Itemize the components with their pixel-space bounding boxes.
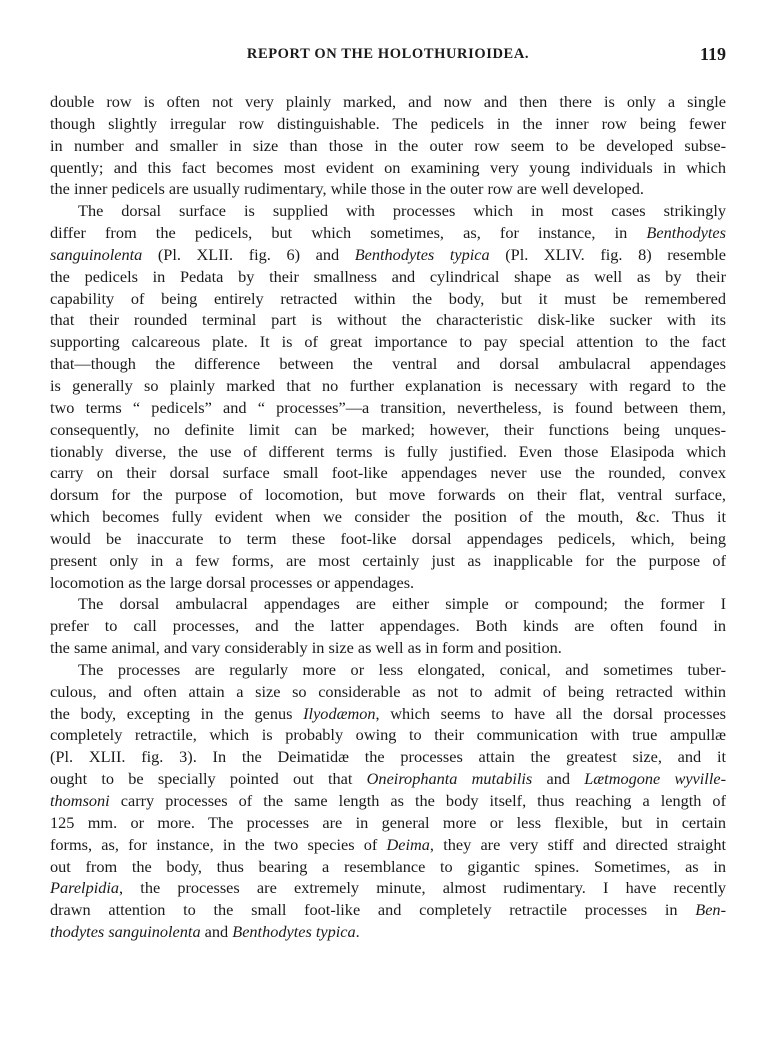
text-run: would be inaccurate to term these foot-like dorsal appendages pedicels, which, being — [50, 528, 726, 548]
italic-run: Benthodytes — [646, 223, 726, 243]
text-line — [50, 615, 726, 637]
text-run: which becomes fully evident when we consider the position of the mouth, &c. Thus it — [50, 507, 726, 527]
text-run: quently; and this fact becomes most evident on examining very young individuals in which — [50, 157, 726, 177]
text-line — [50, 681, 726, 703]
text-run: carry on their dorsal surface small foot-like appendages never use the rounded, convex — [50, 463, 726, 483]
running-title: REPORT ON THE HOLOTHURIOIDEA. — [246, 46, 530, 62]
text-line — [50, 834, 726, 856]
text-run: (Pl. XLII. fig. 6) and — [142, 244, 355, 264]
text-line — [50, 550, 726, 572]
text-run: tionably diverse, the use of different terms is fully justified. Even those Elasipoda which — [50, 441, 726, 461]
text-line — [50, 288, 726, 310]
text-run: the same animal, and vary considerably in size as well as in form and position. — [50, 638, 562, 658]
text-run: capability of being entirely retracted within the body, but it must be remembered — [50, 288, 726, 308]
text-line — [50, 222, 726, 244]
text-line — [50, 244, 726, 266]
text-run: in number and smaller in size than those in the outer row seem to be developed subse- — [50, 135, 726, 155]
text-run: two terms “ pedicels” and “ processes”—a transition, nevertheless, is found between them, — [50, 397, 726, 417]
text-line — [50, 506, 726, 528]
text-line — [50, 353, 726, 375]
text-line — [50, 572, 726, 594]
text-run: (Pl. XLII. fig. 3). In the Deimatidæ the processes attain the greatest size, and it — [50, 747, 726, 767]
text-run: and — [532, 769, 585, 789]
text-line — [50, 593, 726, 615]
italic-run: Deima — [386, 834, 430, 854]
text-run: differ from the pedicels, but which sometimes, as, for instance, in — [50, 223, 647, 243]
text-run: and — [200, 922, 233, 942]
text-run: the pedicels in Pedata by their smallness and cylindrical shape as well as by their — [50, 266, 726, 286]
italic-run: Benthodytes typica — [232, 922, 356, 942]
text-run: though slightly irregular row distinguishable. The pedicels in the inner row being fewer — [50, 113, 726, 133]
page-number: 119 — [699, 44, 726, 64]
text-line — [50, 157, 726, 179]
text-line — [50, 528, 726, 550]
text-line — [50, 877, 726, 899]
text-run: dorsum for the purpose of locomotion, but move forwards on their flat, ventral surface, — [50, 485, 726, 505]
text-run: that—though the difference between the ventral and dorsal ambulacral appendages — [50, 354, 726, 374]
text-run: that their rounded terminal part is without the characteristic disk-like sucker with its — [50, 310, 726, 330]
text-run: locomotion as the large dorsal processes or appendages. — [50, 572, 415, 592]
text-run: . — [355, 922, 360, 942]
text-line — [50, 746, 726, 768]
text-run: The processes are regularly more or less elongated, conical, and sometimes tuber- — [78, 659, 726, 679]
italic-run: sanguinolenta — [50, 244, 143, 264]
italic-run: Benthodytes typica — [354, 244, 490, 264]
text-line — [50, 703, 726, 725]
text-line — [50, 899, 726, 921]
text-run: , which seems to have all the dorsal processes — [375, 703, 726, 723]
italic-run: Ilyodæmon — [303, 703, 376, 723]
text-line — [50, 375, 726, 397]
text-line — [50, 790, 726, 812]
italic-run: thodytes sanguinolenta — [50, 922, 201, 942]
text-line — [50, 91, 726, 113]
text-line — [50, 200, 726, 222]
text-run: the body, excepting in the genus — [50, 703, 304, 723]
text-run: ought to be specially pointed out that — [50, 769, 367, 789]
text-line — [50, 856, 726, 878]
text-line — [50, 724, 726, 746]
text-run: prefer to call processes, and the latter appendages. Both kinds are often found in — [50, 616, 726, 636]
text-run: out from the body, thus bearing a resemblance to gigantic spines. Sometimes, as in — [50, 856, 726, 876]
text-run: the inner pedicels are usually rudimentary, while those in the outer row are well developed. — [50, 179, 644, 199]
text-run: supporting calcareous plate. It is of great importance to pay special attention to the fact — [50, 332, 726, 352]
text-run: , the processes are extremely minute, almost rudimentary. I have recently — [119, 878, 726, 898]
text-line — [50, 113, 726, 135]
text-run: (Pl. XLIV. fig. 8) resemble — [489, 244, 726, 264]
body-text — [50, 91, 726, 943]
text-line — [50, 135, 726, 157]
text-run: culous, and often attain a size so considerable as not to admit of being retracted within — [50, 681, 726, 701]
text-line — [50, 397, 726, 419]
text-line — [50, 331, 726, 353]
text-line — [50, 484, 726, 506]
text-run: consequently, no definite limit can be marked; however, their functions being unques- — [50, 419, 726, 439]
running-head — [50, 46, 726, 70]
text-run: is generally so plainly marked that no further explanation is necessary with regard to the — [50, 375, 726, 395]
text-run: drawn attention to the small foot-like and completely retractile processes in — [50, 900, 696, 920]
italic-run: Oneirophanta mutabilis — [366, 769, 533, 789]
text-run: carry processes of the same length as the body itself, thus reaching a length of — [109, 791, 726, 810]
italic-run: Lætmogone wyville- — [584, 769, 726, 789]
text-run: The dorsal surface is supplied with processes which in most cases strikingly — [78, 201, 726, 221]
italic-run: Ben- — [695, 900, 726, 920]
text-run: double row is often not very plainly marked, and now and then there is only a single — [50, 92, 726, 111]
text-line — [50, 441, 726, 463]
text-run: completely retractile, which is probably owing to their communication with true ampullæ — [50, 725, 726, 745]
italic-run: Parelpidia — [50, 878, 120, 898]
text-run: The dorsal ambulacral appendages are either simple or compound; the former I — [78, 594, 726, 614]
text-line — [50, 266, 726, 288]
text-line — [50, 812, 726, 834]
text-run: , they are very stiff and directed straight — [429, 834, 726, 854]
text-line — [50, 768, 726, 790]
text-line — [50, 462, 726, 484]
text-line — [50, 419, 726, 441]
text-line — [50, 921, 726, 943]
text-line — [50, 178, 726, 200]
text-line — [50, 309, 726, 331]
text-line — [50, 659, 726, 681]
text-run: 125 mm. or more. The processes are in general more or less flexible, but in certain — [50, 812, 726, 832]
text-run: forms, as, for instance, in the two species of — [50, 834, 387, 854]
text-line — [50, 637, 726, 659]
text-run: present only in a few forms, are most certainly just as inapplicable for the purpose of — [50, 550, 726, 570]
italic-run: thomsoni — [50, 791, 110, 810]
